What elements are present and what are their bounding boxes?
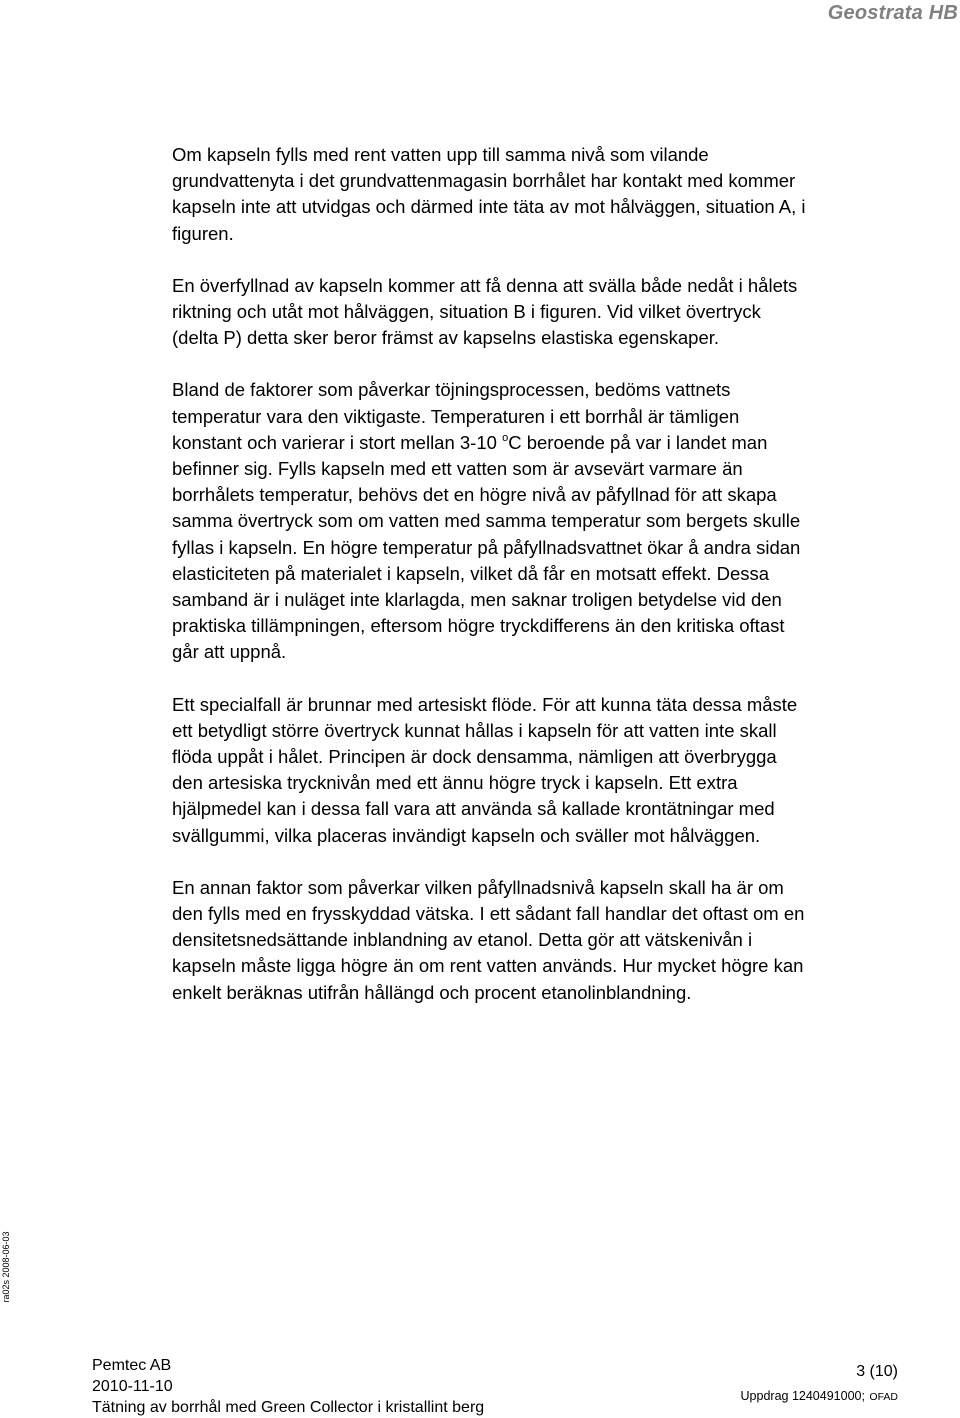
- document-body: [172, 142, 812, 1032]
- paragraph-3-text-before: Bland de faktorer som påverkar töjningsprocessen, bedöms vattnets temperatur vara den viktigaste. Temperaturen i ett borrhål är tämligen konstant och varierar i stort mellan 3-10: [172, 379, 740, 453]
- paragraph-2: En överfyllnad av kapseln kommer att få denna att svälla både nedåt i hålets riktning och utåt mot hålväggen, situation B i figuren. Vid vilket övertryck (delta P) detta sker beror främst av kapselns elastiska egenskaper.: [172, 274, 798, 349]
- footer-company: Pemtec AB: [92, 1357, 172, 1374]
- footer-right: [741, 1360, 898, 1409]
- paragraph-1: Om kapseln fylls med rent vatten upp till samma nivå som vilande grundvattenyta i det grundvattenmagasin borrhålet har kontakt med kommer kapseln inte att utvidgas och därmed inte täta av mot hålväggen, situation A, i figuren.: [172, 144, 806, 244]
- paragraph-3: [172, 377, 812, 665]
- assignment-number: Uppdrag 1240491000;: [740, 1389, 865, 1403]
- assignment-line: [741, 1384, 898, 1409]
- footer-title: Tätning av borrhål med Green Collector i kristallint berg: [92, 1399, 485, 1416]
- degree-sign: o: [502, 431, 509, 444]
- assignment-code: OFAD: [869, 1391, 898, 1403]
- side-template-code: ra02s 2008-06-03: [1, 1231, 11, 1303]
- paragraph-5: En annan faktor som påverkar vilken påfyllnadsnivå kapseln skall ha är om den fylls med en frysskyddad vätska. I ett sådant fall handlar det oftast om en densitetsnedsättande inblandning av etanol. Detta gör att vätskenivån i kapseln måste ligga högre än om rent vatten används. Hur mycket högre kan enkelt beräknas utifrån hållängd och procent etanolinblandning.: [172, 876, 805, 1003]
- page-number: 3 (10): [856, 1363, 898, 1380]
- paragraph-3-text-after: C beroende på var i landet man befinner sig. Fylls kapseln med ett vatten som är avsevärt varmare än borrhålets temperatur, behövs det en högre nivå av påfyllnad för att skapa samma övertryck som om vatten med samma temperatur som bergets skulle fyllas i kapseln. En högre temperatur på påfyllnadsvattnet ökar å andra sidan elasticiteten på materialet i kapseln, vilket då får en motsatt effekt. Dessa samband är i nuläget inte klarlagda, men saknar troligen betydelse vid den praktiska tillämpningen, eftersom högre tryckdifferens än den kritiska oftast går att uppnå.: [172, 431, 801, 663]
- paragraph-4: Ett specialfall är brunnar med artesiskt flöde. För att kunna täta dessa måste ett betydligt större övertryck kunnat hållas i kapseln för att vatten inte skall flöda uppåt i hålet. Principen är dock densamma, nämligen att överbrygga den artesiska trycknivån med ett ännu högre tryck i kapseln. Ett extra hjälpmedel kan i dessa fall vara att använda så kallade krontätningar med svällgummi, vilka placeras invändigt kapseln och sväller mot hålväggen.: [172, 693, 798, 846]
- header-brand: Geostrata HB: [827, 2, 958, 24]
- footer-left: [92, 1355, 484, 1418]
- footer-date: 2010-11-10: [92, 1378, 173, 1395]
